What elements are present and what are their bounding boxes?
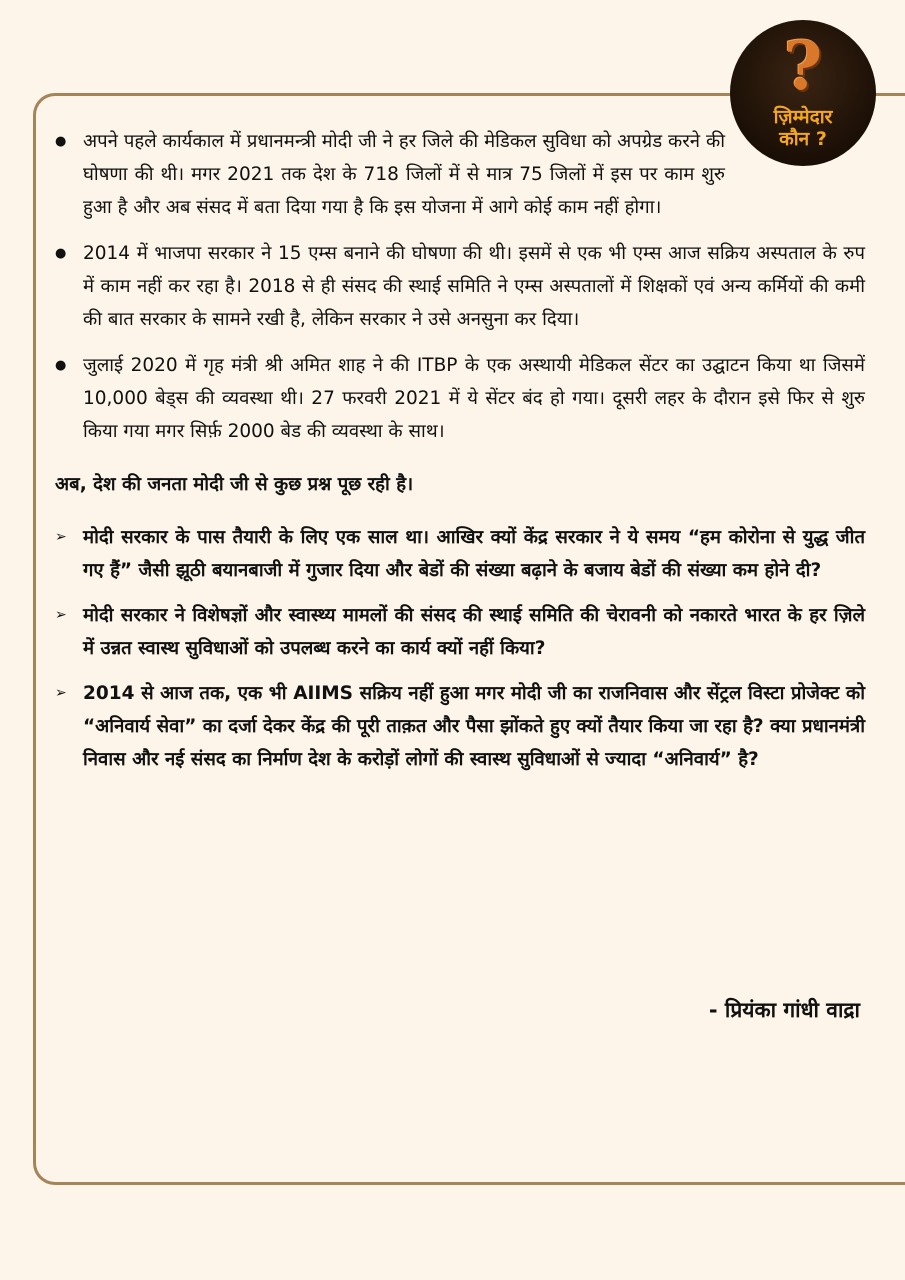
fact-item: ● 2014 में भाजपा सरकार ने 15 एम्स बनाने की घोषणा की थी। इसमें से एक भी एम्स आज सक्रिय अस्पताल के रुप में काम नहीं कर रहा है। 2018 से ही संसद की स्थाई समिति ने एम्स अस्पतालों में शिक्षकों एवं अन्य कर्मियों की कमी की बात सरकार के सामने रखी है, लेकिन सरकार ने उसे अनसुना कर दिया। xyxy=(55,237,865,336)
question-item: ➢ मोदी सरकार ने विशेषज्ञों और स्वास्थ्य मामलों की संसद की स्थाई समिति की चेरावनी को नकारते भारत के हर ज़िले में उन्नत स्वास्थ सुविधाओं को उपलब्ध करने का कार्य क्यों नहीं किया? xyxy=(55,599,865,665)
question-item: ➢ मोदी सरकार के पास तैयारी के लिए एक साल था। आखिर क्यों केंद्र सरकार ने ये समय “हम कोरोना से युद्ध जीत गए हैं” जैसी झूठी बयानबाजी में गुजार दिया और बेडों की संख्या बढ़ाने के बजाय बेडों की संख्या कम होने दी? xyxy=(55,521,865,587)
badge-title-line1: ज़िम्मेदार xyxy=(773,106,833,128)
facts-list xyxy=(55,125,865,448)
question-item: ➢ 2014 से आज तक, एक भी AIIMS सक्रिय नहीं हुआ मगर मोदी जी का राजनिवास और सेंट्रल विस्टा प्रोजेक्ट को “अनिवार्य सेवा” का दर्जा देकर केंद्र की पूरी ताक़त और पैसा झोंकते हुए क्यों तैयार किया जा रहा है? क्या प्रधानमंत्री निवास और नई संसद का निर्माण देश के करोड़ों लोगों की स्वास्थ सुविधाओं से ज्यादा “अनिवार्य” है? xyxy=(55,677,865,776)
fact-item: ● जुलाई 2020 में गृह मंत्री श्री अमित शाह ने की ITBP के एक अस्थायी मेडिकल सेंटर का उद्घाटन किया था जिसमें 10,000 बेड्स की व्यवस्था थी। 27 फरवरी 2021 में ये सेंटर बंद हो गया। दूसरी लहर के दौरान इसे फिर से शुरु किया गया मगर सिर्फ़ 2000 बेड की व्यवस्था के साथ। xyxy=(55,349,865,448)
signature: - प्रियंका गांधी वाद्रा xyxy=(708,998,860,1022)
badge-title-line2: कौन ? xyxy=(779,128,827,150)
questions-heading: अब, देश की जनता मोदी जी से कुछ प्रश्न पूछ रही है। xyxy=(55,474,414,495)
questions-list xyxy=(55,521,865,776)
question-mark-icon: ? xyxy=(783,27,823,105)
fact-item: ● अपने पहले कार्यकाल में प्रधानमन्त्री मोदी जी ने हर जिले की मेडिकल सुविधा को अपग्रेड करने की घोषणा की थी। मगर 2021 तक देश के 718 जिलों में से मात्र 75 जिलों में इस पर काम शुरु हुआ है और अब संसद में बता दिया गया है कि इस योजना में आगे कोई काम नहीं होगा। xyxy=(55,125,865,224)
main-content xyxy=(55,125,865,788)
